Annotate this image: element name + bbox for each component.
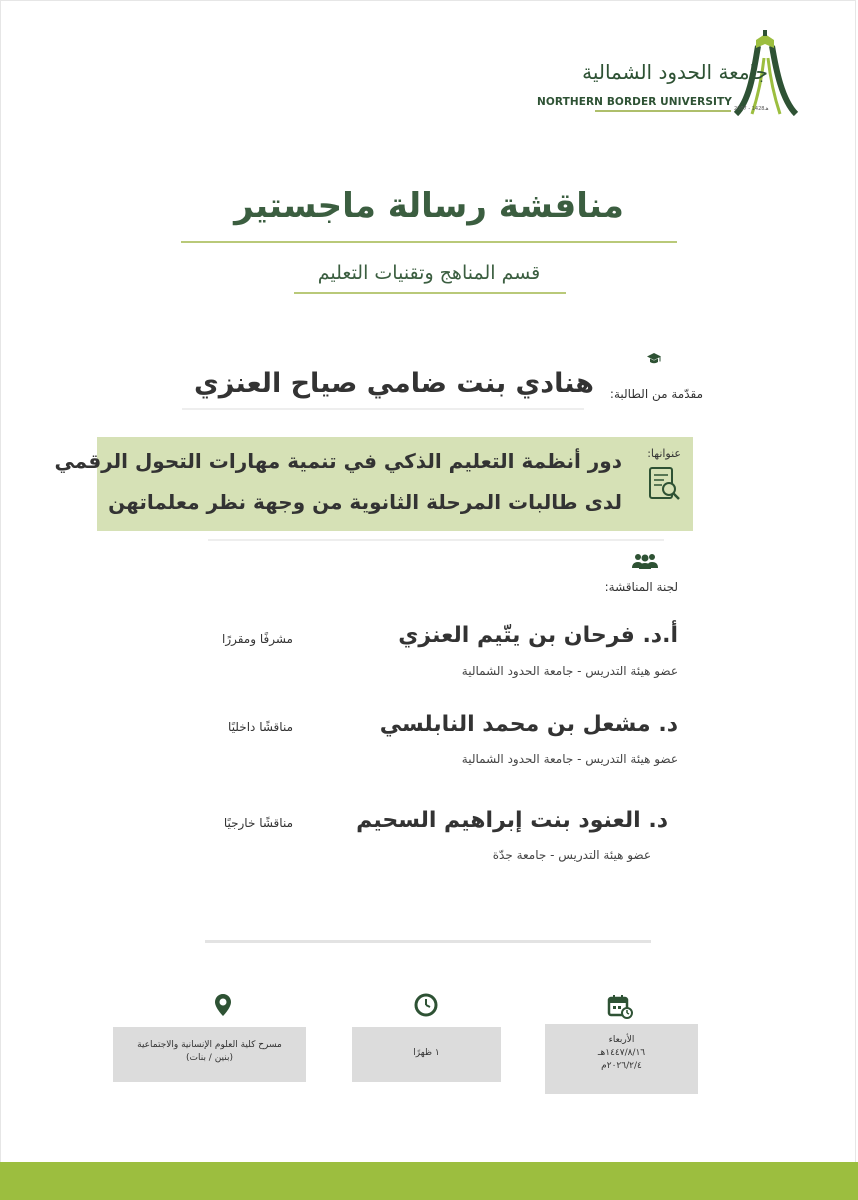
logo-english-text: NORTHERN BORDER UNIVERSITY: [536, 96, 732, 108]
thesis-title-line1: دور أنظمة التعليم الذكي في تنمية مهارات التحول الرقمي: [54, 449, 622, 473]
footer-bar: [0, 1162, 858, 1200]
event-time: ١ ظهرًا: [413, 1048, 440, 1058]
student-underline: [182, 408, 584, 410]
title-underline: [181, 241, 677, 243]
event-date-hijri: ١٤٤٧/٨/١٦هـ: [597, 1048, 646, 1058]
logo-underline: [595, 110, 731, 112]
page-title: مناقشة رسالة ماجستير: [234, 186, 624, 226]
calendar-icon: [607, 993, 633, 1019]
student-name: هنادي بنت ضامي صياح العنزي: [194, 368, 594, 399]
logo-arabic-text: جامعة الحدود الشمالية: [582, 60, 768, 84]
member-role: مشرفًا ومقررًا: [221, 632, 293, 646]
venue-box: [113, 1027, 306, 1082]
member-affiliation: عضو هيئة التدريس - جامعة الحدود الشمالية: [461, 664, 678, 678]
department-name: قسم المناهج وتقنيات التعليم: [317, 262, 541, 284]
date-box: [545, 1024, 698, 1094]
document-search-icon: [642, 462, 686, 506]
member-affiliation: عضو هيئة التدريس - جامعة الحدود الشمالية: [461, 752, 678, 766]
member-name: أ.د. فرحان بن يتّيم العنزي: [398, 623, 678, 648]
thesis-label: عنوانها:: [647, 447, 681, 460]
committee-label: لجنة المناقشة:: [604, 580, 678, 594]
time-box: [352, 1027, 501, 1082]
student-label: مقدّمة من الطالبة:: [609, 387, 703, 401]
logo-year: 2007 - 1428هـ: [734, 106, 769, 112]
graduation-cap-icon: [646, 352, 662, 366]
thesis-title-line2: لدى طالبات المرحلة الثانوية من وجهة نظر معلماتهن: [108, 490, 622, 514]
group-icon: [630, 552, 660, 570]
member-affiliation: عضو هيئة التدريس - جامعة جدّة: [492, 848, 651, 862]
member-name: د. مشعل بن محمد النابلسي: [379, 712, 678, 737]
clock-icon: [414, 993, 438, 1017]
department-underline: [294, 292, 566, 294]
venue-line1: مسرح كلية العلوم الإنسانية والاجتماعية: [137, 1040, 282, 1050]
event-date-gregorian: ٢٠٢٦/٢/٤م: [601, 1061, 642, 1071]
event-day: الأربعاء: [608, 1035, 635, 1045]
thesis-underline: [208, 539, 664, 541]
member-role: مناقشًا خارجيًا: [223, 816, 293, 830]
member-role: مناقشًا داخليًا: [228, 720, 293, 734]
member-name: د. العنود بنت إبراهيم السحيم: [356, 808, 668, 833]
location-pin-icon: [214, 993, 232, 1017]
info-divider: [205, 940, 651, 943]
venue-line2: (بنين / بنات): [186, 1053, 233, 1063]
